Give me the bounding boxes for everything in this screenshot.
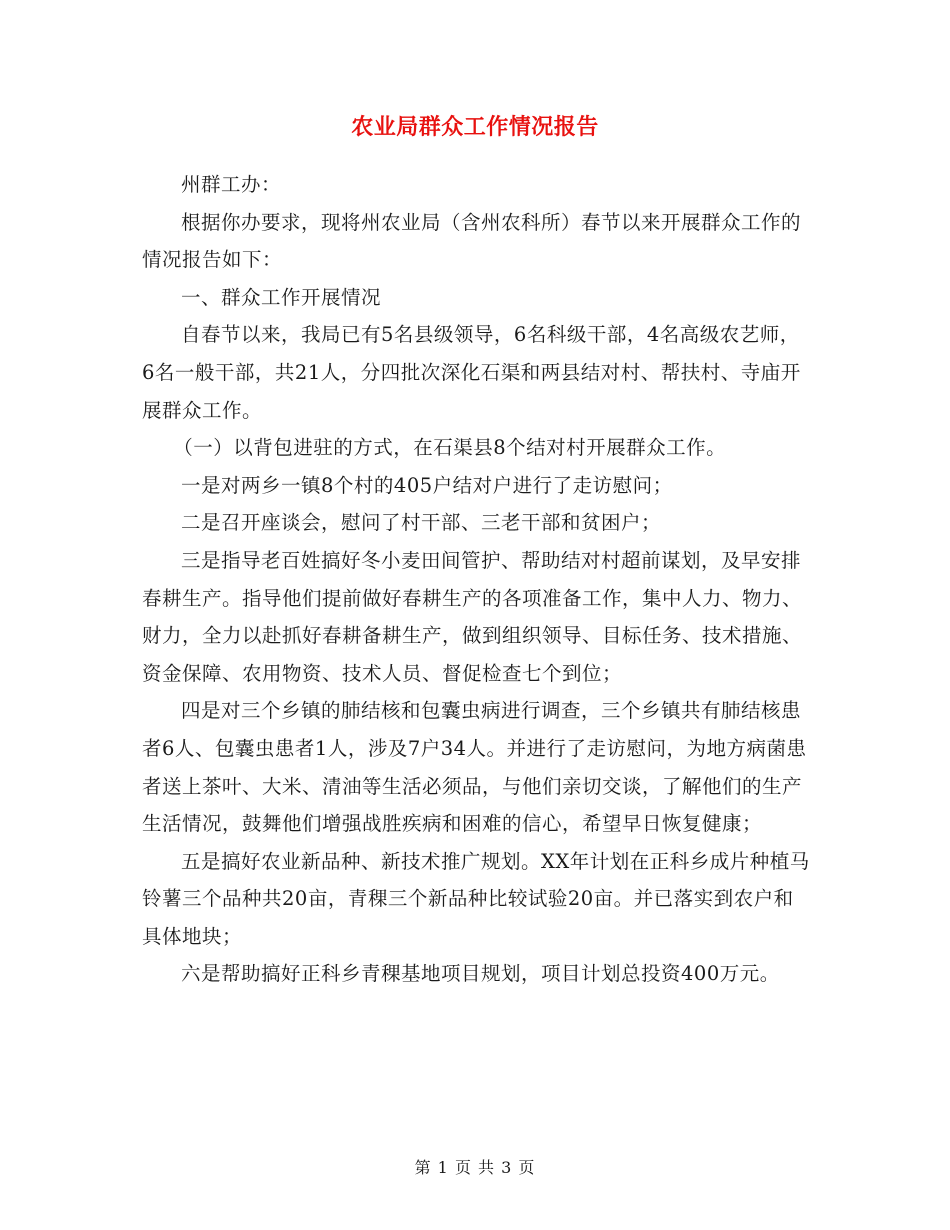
paragraph-item-1: 一是对两乡一镇8个村的405户结对户进行了走访慰问； <box>181 473 673 497</box>
paragraph-overview: 自春节以来，我局已有5名县级领导，6名科级干部，4名高级农艺师，6名一般干部，共21人，分四批次深化石渠和两县结对村、帮扶村、寺庙开展群众工作。 <box>142 323 801 422</box>
document-title: 农业局群众工作情况报告 <box>351 114 599 140</box>
paragraph-item-5: 五是搞好农业新品种、新技术推广规划。XX年计划在正科乡成片种植马铃薯三个品种共20亩，青稞三个新品种比较试验20亩。并已落实到农户和具体地块； <box>142 849 810 948</box>
paragraph-item-2: 二是召开座谈会，慰问了村干部、三老干部和贫困户； <box>181 511 662 535</box>
paragraph-item-6: 六是帮助搞好正科乡青稞基地项目规划，项目计划总投资400万元。 <box>181 962 780 986</box>
page-footer: 第 1 页 共 3 页 <box>414 1158 536 1177</box>
paragraph-item-4: 四是对三个乡镇的肺结核和包囊虫病进行调查，三个乡镇共有肺结核患者6人、包囊虫患者1人，涉及7户34人。并进行了走访慰问，为地方病菌患者送上茶叶、大米、清油等生活必须品，与他们亲切交谈，了解他们的生产生活情况，鼓舞他们增强战胜疾病和困难的信心，希望早日恢复健康； <box>142 699 807 836</box>
paragraph-item-3: 三是指导老百姓搞好冬小麦田间管护、帮助结对村超前谋划，及早安排春耕生产。指导他们提前做好春耕生产的各项准备工作，集中人力、物力、财力，全力以赴抓好春耕备耕生产，做到组织领导、目标任务、技术措施、资金保障、农用物资、技术人员、督促检查七个到位； <box>142 548 803 685</box>
paragraph-intro: 根据你办要求，现将州农业局（含州农科所）春节以来开展群众工作的情况报告如下： <box>142 210 802 272</box>
section-heading: 一、群众工作开展情况 <box>181 285 382 309</box>
subsection-heading: （一）以背包进驻的方式，在石渠县8个结对村开展群众工作。 <box>173 436 727 460</box>
document-body <box>142 166 810 993</box>
salutation: 州群工办： <box>181 173 282 196</box>
